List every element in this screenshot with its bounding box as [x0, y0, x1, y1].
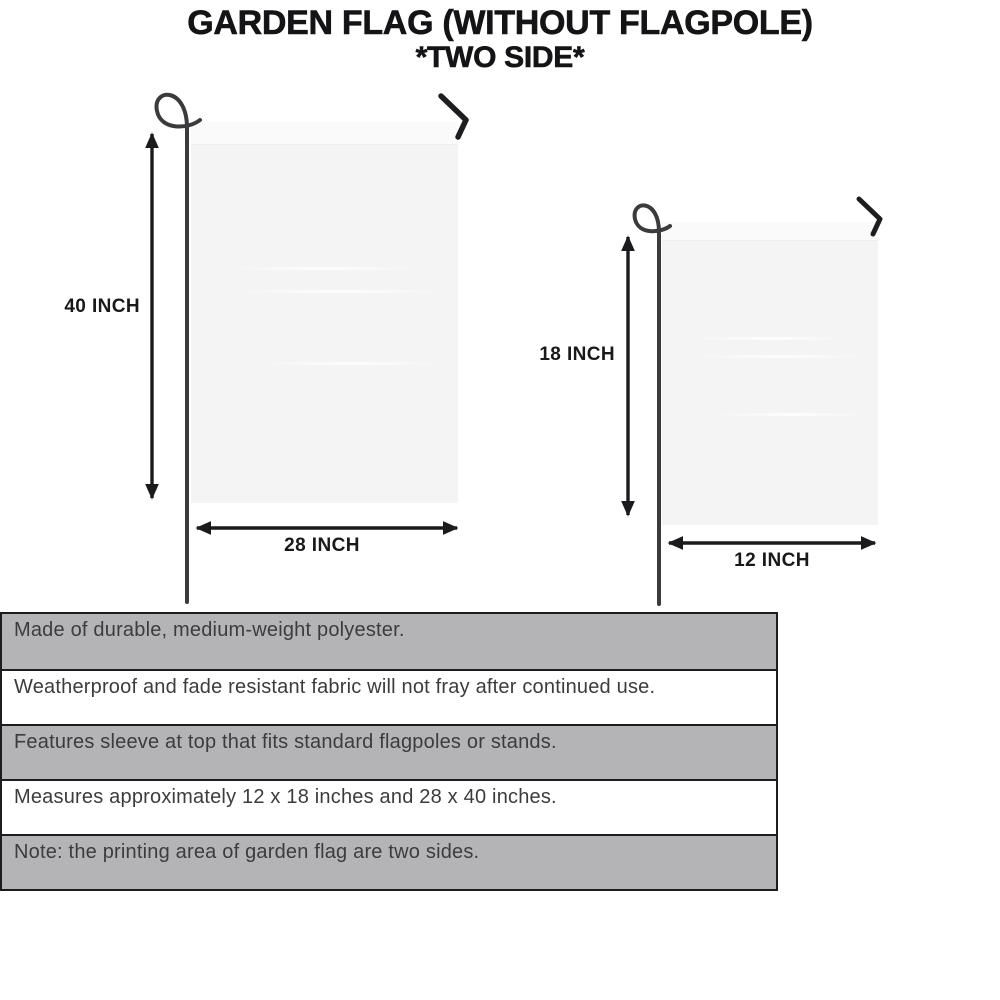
feature-row-sleeve: Features sleeve at top that fits standard flagpoles or stands.	[2, 724, 776, 779]
fabric-crease	[694, 355, 867, 358]
feature-row-note: Note: the printing area of garden flag are two sides.	[2, 834, 776, 889]
feature-row-weatherproof: Weatherproof and fade resistant fabric will not fray after continued use.	[2, 669, 776, 724]
fabric-crease	[231, 290, 445, 293]
title-line-1: GARDEN FLAG (WITHOUT FLAGPOLE)	[187, 4, 813, 42]
small-flag-fabric	[662, 222, 878, 525]
small-flag-width-label: 12 INCH	[734, 550, 810, 571]
fabric-crease	[231, 267, 418, 270]
feature-row-material: Made of durable, medium-weight polyester.	[2, 614, 776, 669]
feature-table	[0, 612, 778, 891]
small-flag-height-label: 18 INCH	[539, 344, 615, 365]
page-title	[0, 4, 1000, 73]
large-flag-fabric	[191, 122, 458, 503]
fabric-crease	[694, 337, 845, 340]
fabric-crease	[716, 413, 867, 416]
large-flag-width-label: 28 INCH	[284, 535, 360, 556]
large-flag-height-label: 40 INCH	[64, 296, 140, 317]
title-line-2: *TWO SIDE*	[415, 41, 585, 74]
fabric-crease	[258, 362, 445, 365]
small-flag-sleeve	[662, 222, 878, 241]
large-flag-sleeve	[191, 122, 458, 145]
feature-row-measurements: Measures approximately 12 x 18 inches and 28 x 40 inches.	[2, 779, 776, 834]
